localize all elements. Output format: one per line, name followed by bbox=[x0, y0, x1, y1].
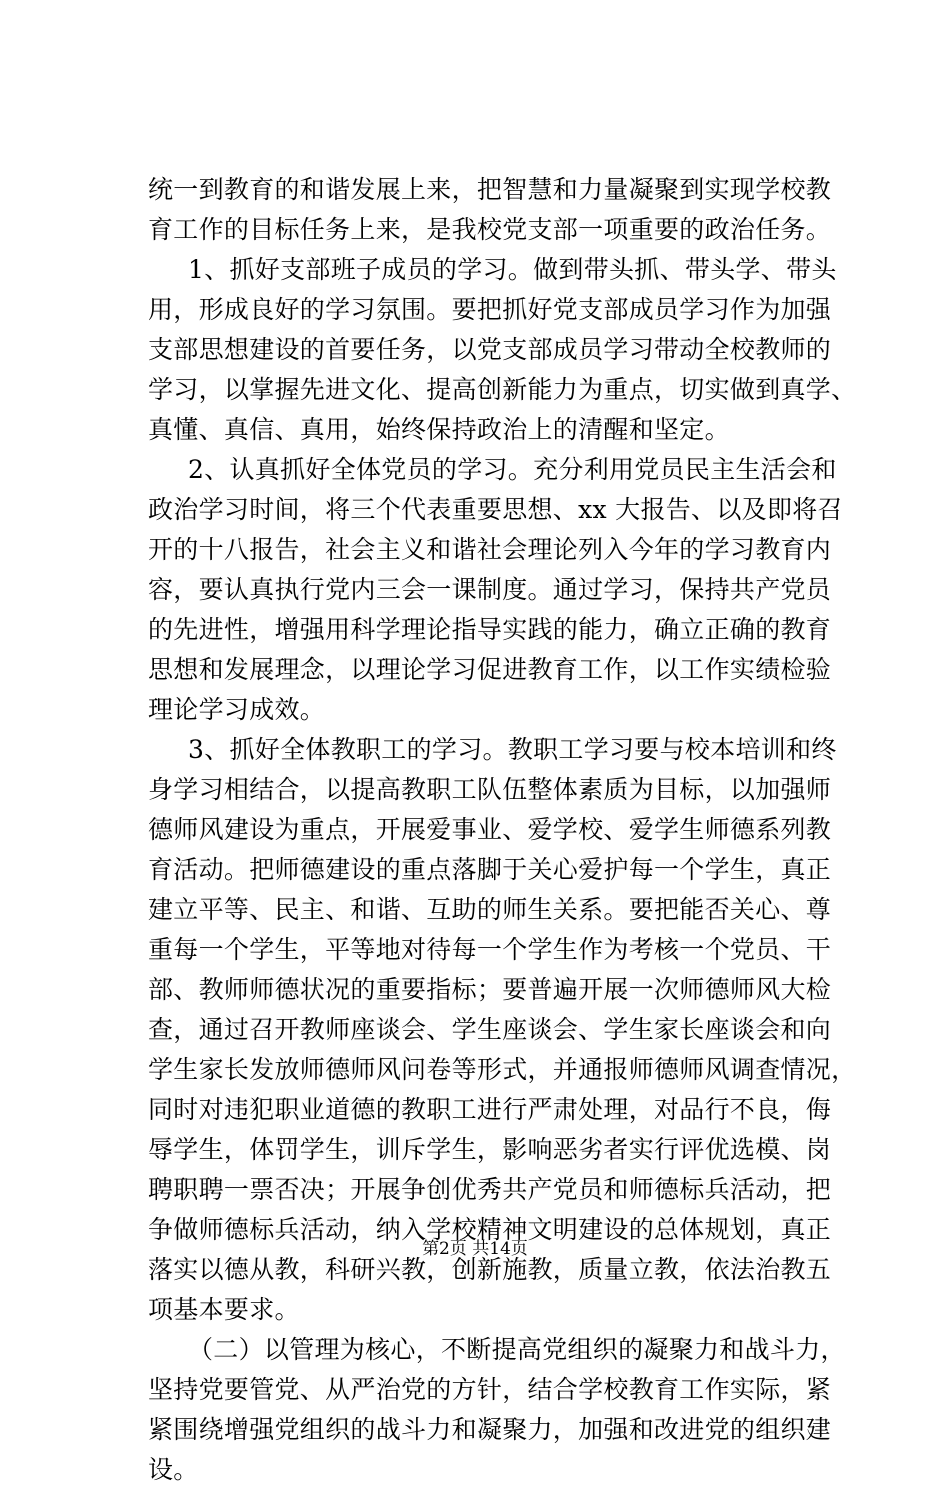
text-line: 开的十八报告，社会主义和谐社会理论列入今年的学习教育内 bbox=[148, 535, 832, 564]
text-line: 学习，以掌握先进文化、提高创新能力为重点，切实做到真学、 bbox=[148, 375, 857, 404]
text-line: 容，要认真执行党内三会一课制度。通过学习，保持共产党员 bbox=[148, 575, 832, 604]
paragraph-start-line: 3、抓好全体教职工的学习。教职工学习要与校本培训和终 bbox=[188, 735, 837, 764]
text-line: 身学习相结合，以提高教职工队伍整体素质为目标，以加强师 bbox=[148, 775, 832, 804]
text-line: 真懂、真信、真用，始终保持政治上的清醒和坚定。 bbox=[148, 415, 730, 444]
paragraph-start-line: 2、认真抓好全体党员的学习。充分利用党员民主生活会和 bbox=[188, 455, 837, 484]
text-line: 支部思想建设的首要任务，以党支部成员学习带动全校教师的 bbox=[148, 335, 832, 364]
text-line: 德师风建设为重点，开展爱事业、爱学校、爱学生师德系列教 bbox=[148, 815, 832, 844]
text-line: 重每一个学生，平等地对待每一个学生作为考核一个党员、干 bbox=[148, 935, 832, 964]
text-line: 坚持党要管党、从严治党的方针，结合学校教育工作实际，紧 bbox=[148, 1375, 832, 1404]
text-line: 同时对违犯职业道德的教职工进行严肃处理，对品行不良，侮 bbox=[148, 1095, 832, 1124]
text-line: 项基本要求。 bbox=[148, 1295, 300, 1324]
text-line: 争做师德标兵活动，纳入学校精神文明建设的总体规划，真正 bbox=[148, 1215, 832, 1244]
document-body bbox=[148, 170, 857, 1490]
text-line: 政治学习时间，将三个代表重要思想、xx 大报告、以及即将召 bbox=[148, 495, 843, 524]
page-number-footer: 第2页 共14页 bbox=[422, 1239, 528, 1259]
text-line: 部、教师师德状况的重要指标；要普遍开展一次师德师风大检 bbox=[148, 975, 832, 1004]
text-line: 的先进性，增强用科学理论指导实践的能力，确立正确的教育 bbox=[148, 615, 832, 644]
text-line: 学生家长发放师德师风问卷等形式，并通报师德师风调查情况， bbox=[148, 1055, 857, 1084]
text-line: 育工作的目标任务上来，是我校党支部一项重要的政治任务。 bbox=[148, 215, 832, 244]
section-heading-line: （二）以管理为核心，不断提高党组织的凝聚力和战斗力， bbox=[188, 1335, 846, 1364]
text-line: 理论学习成效。 bbox=[148, 695, 326, 724]
text-line: 查，通过召开教师座谈会、学生座谈会、学生家长座谈会和向 bbox=[148, 1015, 832, 1044]
text-line: 紧围绕增强党组织的战斗力和凝聚力，加强和改进党的组织建 bbox=[148, 1415, 832, 1444]
paragraph-start-line: 1、抓好支部班子成员的学习。做到带头抓、带头学、带头 bbox=[188, 255, 837, 284]
text-line: 建立平等、民主、和谐、互助的师生关系。要把能否关心、尊 bbox=[148, 895, 832, 924]
text-line: 设。 bbox=[148, 1455, 199, 1484]
text-line: 思想和发展理念，以理论学习促进教育工作，以工作实绩检验 bbox=[148, 655, 832, 684]
text-line: 育活动。把师德建设的重点落脚于关心爱护每一个学生，真正 bbox=[148, 855, 832, 884]
text-line: 统一到教育的和谐发展上来，把智慧和力量凝聚到实现学校教 bbox=[148, 175, 832, 204]
text-line: 聘职聘一票否决；开展争创优秀共产党员和师德标兵活动，把 bbox=[148, 1175, 832, 1204]
text-line: 辱学生，体罚学生，训斥学生，影响恶劣者实行评优选模、岗 bbox=[148, 1135, 832, 1164]
text-line: 用，形成良好的学习氛围。要把抓好党支部成员学习作为加强 bbox=[148, 295, 832, 324]
text-line: 落实以德从教，科研兴教，创新施教，质量立教，依法治教五 bbox=[148, 1255, 832, 1284]
